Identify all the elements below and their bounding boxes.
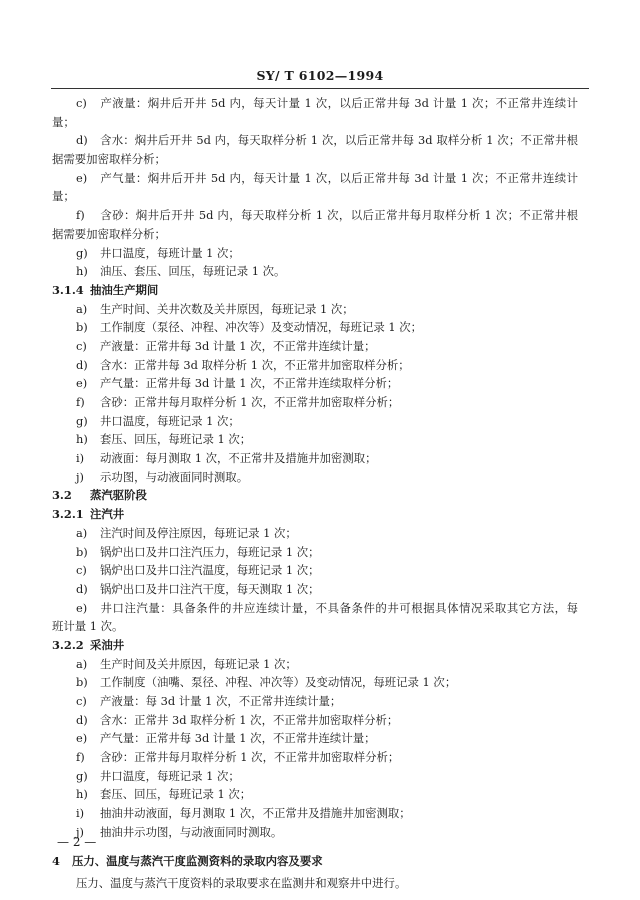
section-title: 注汽井 [89,507,125,522]
list-item-text: 含砂：正常井每月取样分析 1 次，不正常井加密取样分析； [100,395,400,409]
list-item-text: 工作制度（泵径、冲程、冲次等）及变动情况，每班记录 1 次； [100,320,423,335]
section-number: 3.2.1 [52,507,84,522]
list-item [52,711,578,730]
list-item-text: 锅炉出口及井口注汽温度，每班记录 1 次； [100,563,320,578]
list-item-label: h) [76,787,88,802]
section-title: 抽油生产期间 [89,282,159,297]
list-item-text: 井口温度，每班记录 1 次； [100,768,240,783]
list-item [52,468,578,487]
list-item [52,767,578,786]
list-item-continuation [52,187,578,206]
list-item-text: 产液量：焖井后开井 5d 内，每天计量 1 次，以后正常井每 3d 计量 1 次；不正常井连续计 [100,96,578,110]
section-heading [52,505,578,524]
list-item-text: 锅炉出口及井口注汽压力，每班记录 1 次； [100,544,320,559]
list-item-text: 含水：正常井 3d 取样分析 1 次，不正常井加密取样分析； [100,712,399,727]
list-item-label: d) [76,712,88,727]
section-heading [52,281,578,300]
list-item-text: 产气量：正常井每 3d 计量 1 次，不正常井连续取样分析； [100,376,399,391]
list-item-label: e) [76,600,88,615]
list-item-label: a) [76,525,88,540]
list-item [52,318,578,337]
list-item-text: 生产时间、关井次数及关井原因，每班记录 1 次； [100,301,354,316]
list-item-label: e) [76,731,88,746]
chapter-number: 4 [52,853,60,868]
section-heading [52,486,578,505]
list-item [52,543,578,562]
list-item-label: a) [76,656,88,671]
list-item [52,655,578,674]
list-item-label: d) [76,581,88,596]
list-item-text: 油压、套压、回压，每班记录 1 次。 [100,264,286,279]
list-item-text: 动液面：每月测取 1 次，不正常井及措施井加密测取； [100,451,377,466]
list-item-continuation [52,150,578,169]
list-item [52,337,578,356]
list-item [52,524,578,543]
list-item-text: 据需要加密取样分析； [52,226,166,241]
list-item [52,748,578,767]
list-item-text: 班计量 1 次。 [52,619,124,634]
list-item-label: e) [76,376,88,391]
list-item-text: 含砂：正常井每月取样分析 1 次，不正常井加密取样分析； [100,750,400,765]
list-item [52,169,578,188]
section-number: 3.2 [52,488,72,503]
standard-code-header: SY/ T 6102—1994 [256,68,384,83]
list-item [52,785,578,804]
list-item-text: 示功图，与动液面同时测取。 [100,469,249,484]
paragraph [52,874,578,893]
list-item-label: h) [76,432,88,447]
list-item-label: f) [76,208,85,223]
list-item-label: b) [76,544,88,559]
page-number: — 2 — [57,835,97,849]
list-item [52,244,578,263]
list-item-text: 据需要加密取样分析； [52,152,166,167]
list-item-label: i) [76,806,85,821]
section-number: 3.1.4 [52,282,84,297]
section-number: 3.2.2 [52,637,84,652]
list-item-text: 井口注汽量：具备条件的井应连续计量，不具备条件的井可根据具体情况采取其它方法，每 [100,600,578,615]
list-item [52,449,578,468]
list-item-label: g) [76,413,88,428]
list-item [52,412,578,431]
spacer [52,842,578,846]
list-item-label: j) [76,824,84,839]
list-item [52,430,578,449]
list-item-text: 产液量：正常井每 3d 计量 1 次，不正常井连续计量； [100,338,376,353]
list-item-label: g) [76,768,88,783]
list-item-label: b) [76,320,88,335]
list-item-text: 生产时间及关井原因，每班记录 1 次； [100,656,297,671]
list-item-label: d) [76,357,88,372]
list-item-text: 抽油井动液面，每月测取 1 次，不正常井及措施井加密测取； [100,806,411,821]
list-item [52,692,578,711]
list-item-text: 含水：正常井每 3d 取样分析 1 次，不正常井加密取样分析； [100,357,410,372]
list-item-continuation [52,225,578,244]
list-item-text: 产气量：焖井后开井 5d 内，每天计量 1 次，以后正常井每 3d 计量 1 次；不正常井连续计 [100,170,578,185]
list-item-text: 量； [52,189,75,204]
list-item-text: 工作制度（油嘴、泵径、冲程、冲次等）及变动情况，每班记录 1 次； [100,675,457,690]
paragraph-text: 压力、温度与蒸汽干度资料的录取要求在监测井和观察井中进行。 [76,876,407,891]
list-item-text: 井口温度，每班记录 1 次； [100,413,240,428]
list-item-text: 含水：焖井后开井 5d 内，每天取样分析 1 次，以后正常井每 3d 取样分析 1 次；不正常井根 [100,133,578,148]
list-item-text: 井口温度，每班计量 1 次； [100,245,240,260]
chapter-title: 压力、温度与蒸汽干度监测资料的录取内容及要求 [72,853,323,868]
list-item [52,823,578,842]
list-item [52,393,578,412]
section-title: 蒸汽驱阶段 [89,488,147,503]
document-body [52,94,578,893]
list-item-text: 注汽时间及停注原因，每班记录 1 次； [100,525,297,540]
list-item [52,131,578,150]
list-item-text: 量； [52,114,75,129]
list-item [52,206,578,225]
list-item-text: 产液量：每 3d 计量 1 次，不正常井连续计量； [100,694,342,708]
list-item [52,804,578,823]
list-item-label: h) [76,264,88,279]
list-item-label: a) [76,301,88,316]
list-item-text: 锅炉出口及井口注汽干度，每天测取 1 次； [100,581,320,596]
list-item [52,729,578,748]
list-item [52,561,578,580]
list-item-continuation [52,113,578,132]
section-title: 采油井 [89,637,125,652]
list-item-label: b) [76,675,88,690]
list-item-label: c) [76,694,87,708]
list-item [52,374,578,393]
list-item-label: c) [76,96,87,110]
list-item [52,673,578,692]
list-item-text: 套压、回压，每班记录 1 次； [100,432,252,447]
list-item [52,94,578,113]
list-item-label: d) [76,133,88,148]
list-item-text: 产气量：正常井每 3d 计量 1 次，不正常井连续计量； [100,731,376,746]
list-item-label: e) [76,170,88,185]
list-item-label: j) [76,469,84,484]
header-rule [51,88,589,89]
list-item-text: 含砂：焖井后开井 5d 内，每天取样分析 1 次，以后正常井每月取样分析 1 次；不正常井根 [100,208,578,223]
list-item [52,356,578,375]
list-item [52,599,578,618]
list-item-label: i) [76,451,85,466]
list-item-text: 抽油井示功图，与动液面同时测取。 [100,824,283,839]
list-item-label: c) [76,563,87,578]
list-item-label: f) [76,395,85,409]
list-item [52,262,578,281]
list-item-continuation [52,617,578,636]
section-heading [52,636,578,655]
list-item-label: g) [76,245,88,260]
list-item-label: f) [76,750,85,765]
list-item-text: 套压、回压，每班记录 1 次； [100,787,252,802]
chapter-heading [52,852,578,871]
list-item [52,580,578,599]
list-item [52,300,578,319]
list-item-label: c) [76,338,87,353]
